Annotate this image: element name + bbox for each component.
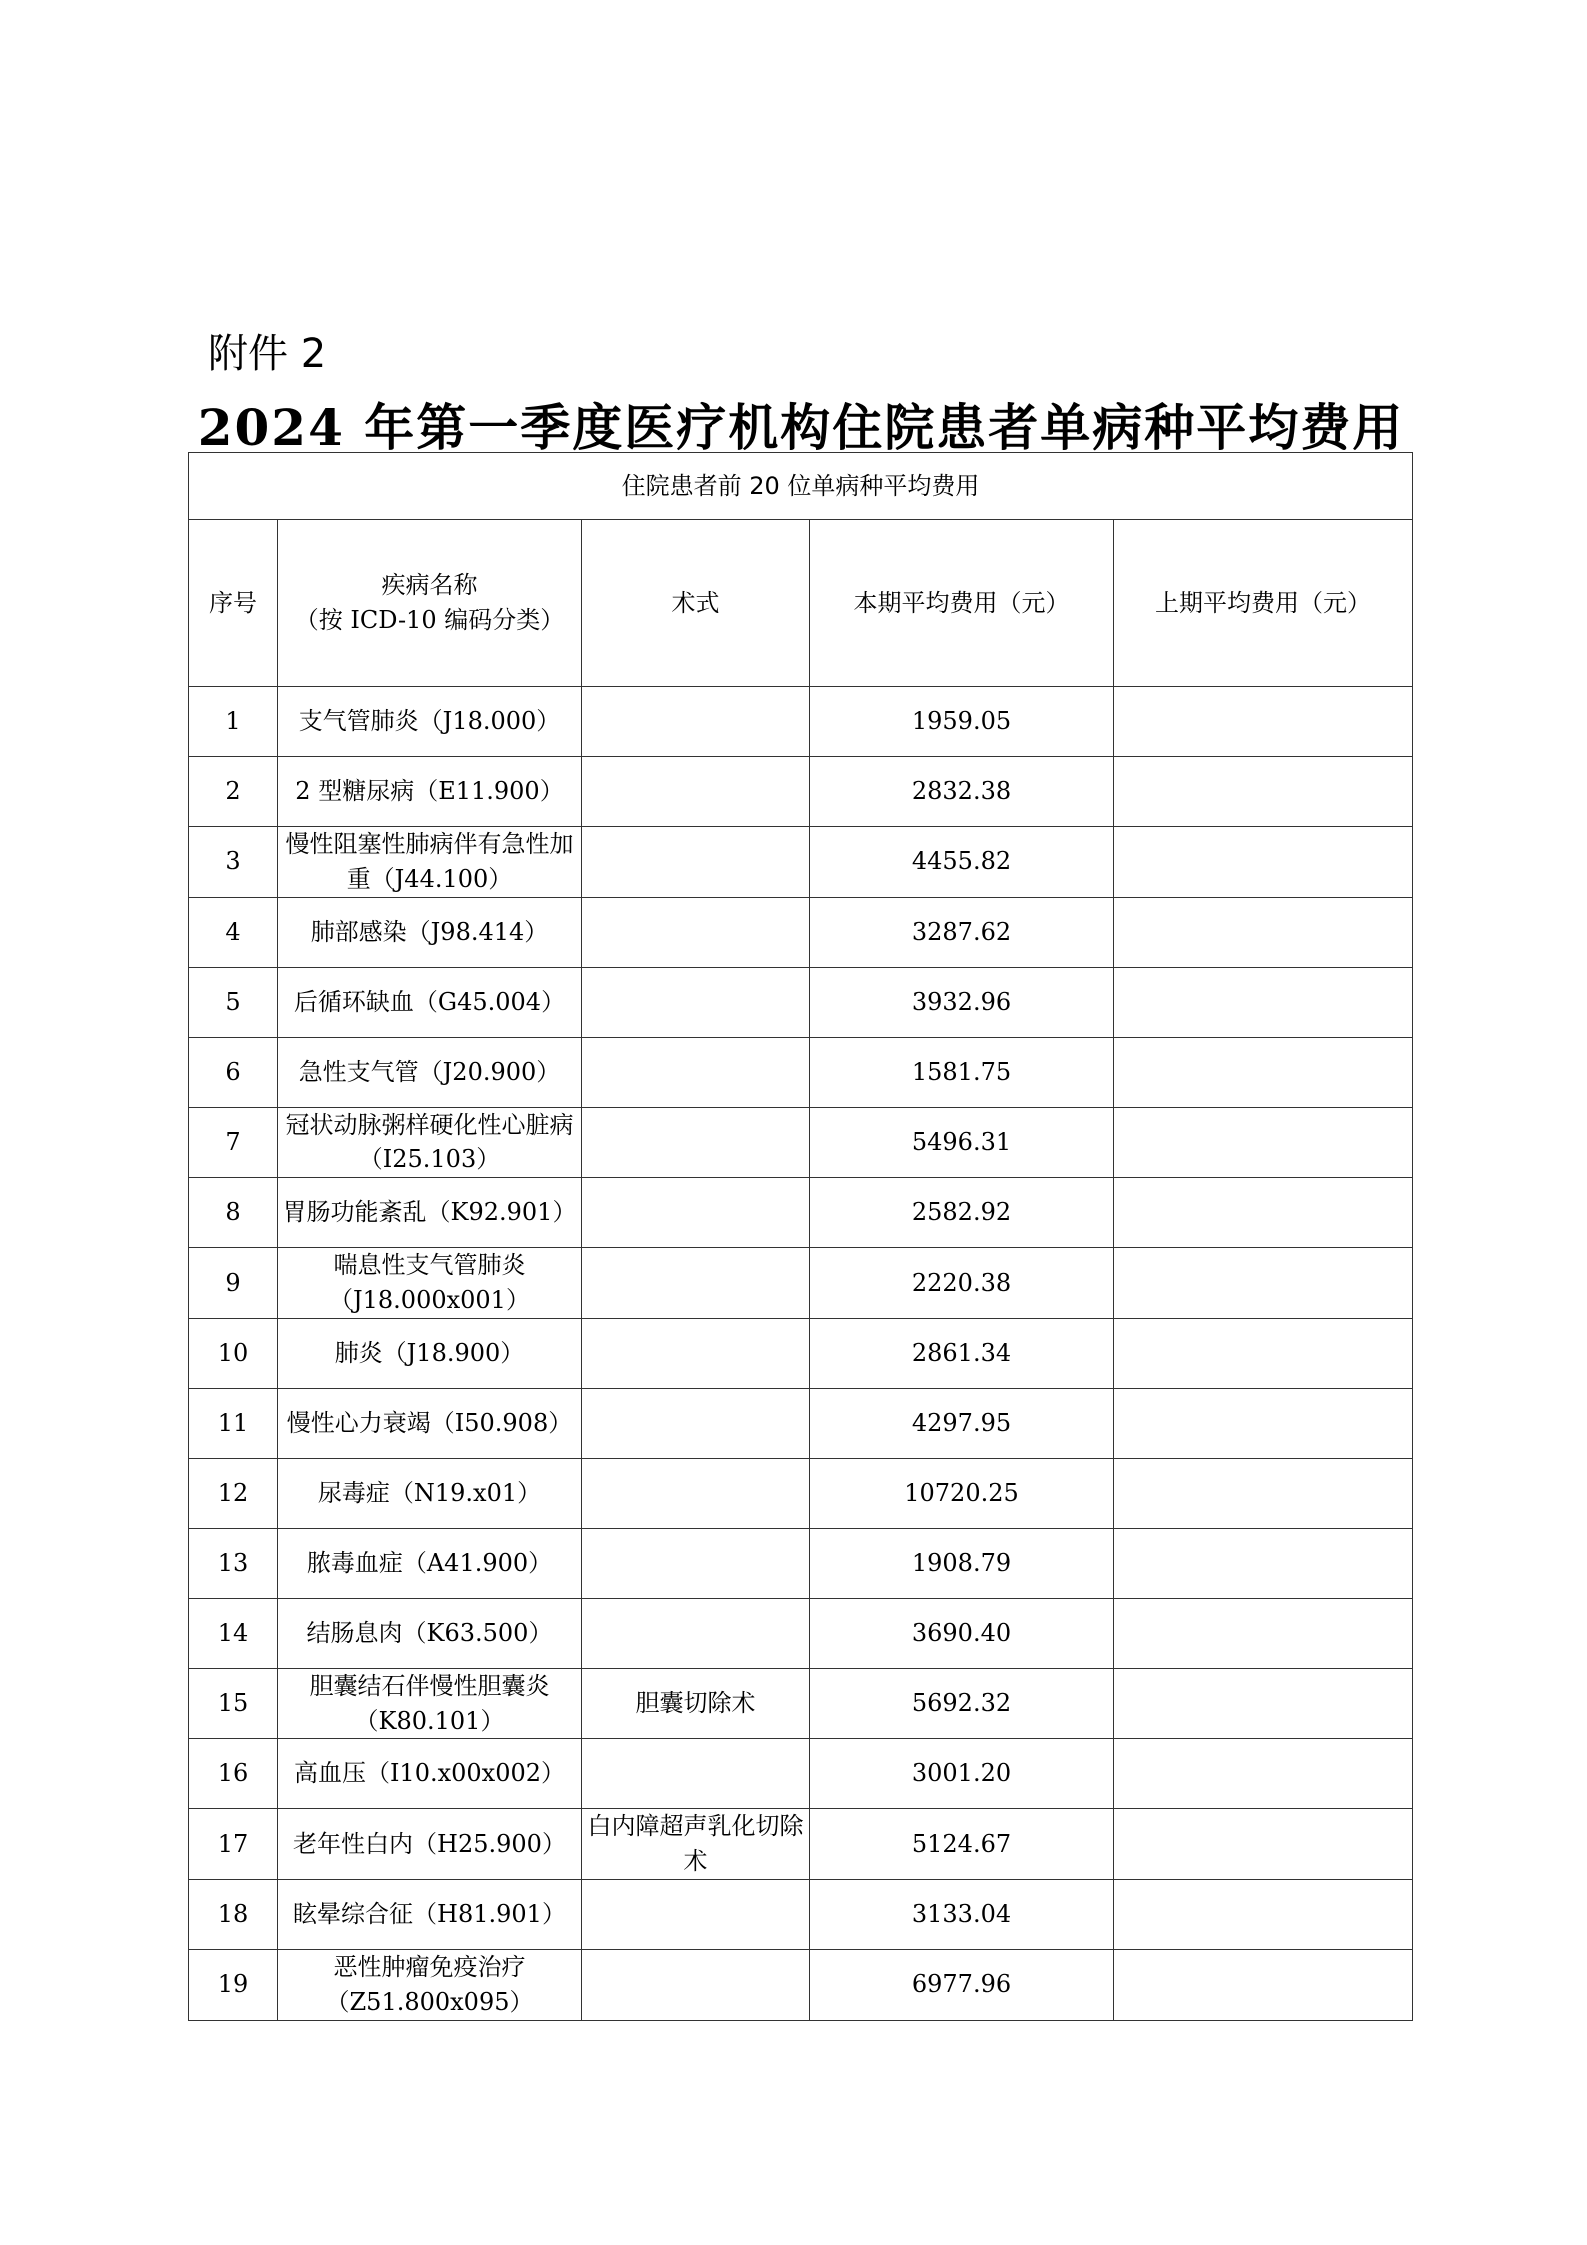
cell-previous-cost xyxy=(1114,1739,1413,1809)
cell-procedure: 白内障超声乳化切除术 xyxy=(582,1809,810,1880)
table-row xyxy=(189,757,1413,827)
cell-previous-cost xyxy=(1114,1668,1413,1739)
cell-procedure xyxy=(582,1388,810,1458)
cell-index: 15 xyxy=(189,1668,278,1739)
cell-previous-cost xyxy=(1114,827,1413,898)
table-row xyxy=(189,967,1413,1037)
cell-previous-cost xyxy=(1114,1598,1413,1668)
cell-index: 4 xyxy=(189,897,278,967)
cell-current-cost: 2861.34 xyxy=(810,1318,1114,1388)
cell-current-cost: 3690.40 xyxy=(810,1598,1114,1668)
cell-index: 1 xyxy=(189,687,278,757)
header-previous-cost: 上期平均费用（元） xyxy=(1114,520,1413,687)
table-row xyxy=(189,897,1413,967)
cell-disease: 冠状动脉粥样硬化性心脏病（I25.103） xyxy=(278,1107,582,1178)
cell-previous-cost xyxy=(1114,1879,1413,1949)
cell-procedure xyxy=(582,1318,810,1388)
cell-index: 9 xyxy=(189,1248,278,1319)
table-caption-row xyxy=(189,453,1413,520)
table-row xyxy=(189,1598,1413,1668)
cell-disease: 急性支气管（J20.900） xyxy=(278,1037,582,1107)
table-row xyxy=(189,1388,1413,1458)
table-row xyxy=(189,1107,1413,1178)
table-row xyxy=(189,1668,1413,1739)
cell-current-cost: 2582.92 xyxy=(810,1178,1114,1248)
cell-procedure xyxy=(582,757,810,827)
table-row xyxy=(189,1037,1413,1107)
header-current-cost: 本期平均费用（元） xyxy=(810,520,1114,687)
header-procedure: 术式 xyxy=(582,520,810,687)
cell-previous-cost xyxy=(1114,1809,1413,1880)
cell-previous-cost xyxy=(1114,687,1413,757)
cell-index: 8 xyxy=(189,1178,278,1248)
cell-disease: 2 型糖尿病（E11.900） xyxy=(278,757,582,827)
cell-index: 14 xyxy=(189,1598,278,1668)
cost-table xyxy=(188,452,1413,2021)
cell-previous-cost xyxy=(1114,967,1413,1037)
cell-current-cost: 1908.79 xyxy=(810,1528,1114,1598)
cell-current-cost: 1581.75 xyxy=(810,1037,1114,1107)
cell-index: 7 xyxy=(189,1107,278,1178)
cell-index: 5 xyxy=(189,967,278,1037)
table-row xyxy=(189,1809,1413,1880)
cell-current-cost: 3001.20 xyxy=(810,1739,1114,1809)
table-row xyxy=(189,1178,1413,1248)
table-header-row xyxy=(189,520,1413,687)
cell-current-cost: 5496.31 xyxy=(810,1107,1114,1178)
cell-disease: 脓毒血症（A41.900） xyxy=(278,1528,582,1598)
cell-current-cost: 3133.04 xyxy=(810,1879,1114,1949)
table-row xyxy=(189,1248,1413,1319)
cell-current-cost: 4297.95 xyxy=(810,1388,1114,1458)
cell-index: 19 xyxy=(189,1949,278,2020)
cell-index: 3 xyxy=(189,827,278,898)
cell-current-cost: 10720.25 xyxy=(810,1458,1114,1528)
cell-disease: 喘息性支气管肺炎（J18.000x001） xyxy=(278,1248,582,1319)
cell-procedure: 胆囊切除术 xyxy=(582,1668,810,1739)
cell-procedure xyxy=(582,967,810,1037)
table-row xyxy=(189,1949,1413,2020)
header-index: 序号 xyxy=(189,520,278,687)
cell-index: 6 xyxy=(189,1037,278,1107)
cell-previous-cost xyxy=(1114,1388,1413,1458)
header-disease-line1: 疾病名称 xyxy=(381,571,478,600)
cell-current-cost: 5692.32 xyxy=(810,1668,1114,1739)
attachment-label: 附件 2 xyxy=(208,331,327,377)
cell-procedure xyxy=(582,1037,810,1107)
cell-previous-cost xyxy=(1114,1318,1413,1388)
cell-procedure xyxy=(582,827,810,898)
cell-procedure xyxy=(582,1107,810,1178)
cell-previous-cost xyxy=(1114,1949,1413,2020)
cell-previous-cost xyxy=(1114,1107,1413,1178)
cell-procedure xyxy=(582,1949,810,2020)
header-disease xyxy=(278,520,582,687)
cell-current-cost: 3932.96 xyxy=(810,967,1114,1037)
cell-disease: 胃肠功能紊乱（K92.901） xyxy=(278,1178,582,1248)
cell-procedure xyxy=(582,897,810,967)
cell-procedure xyxy=(582,1528,810,1598)
table-row xyxy=(189,1528,1413,1598)
cell-disease: 高血压（I10.x00x002） xyxy=(278,1739,582,1809)
table-caption: 住院患者前 20 位单病种平均费用 xyxy=(189,453,1413,520)
cell-previous-cost xyxy=(1114,1528,1413,1598)
cell-disease: 肺部感染（J98.414） xyxy=(278,897,582,967)
table-row xyxy=(189,1318,1413,1388)
cell-procedure xyxy=(582,1739,810,1809)
cell-previous-cost xyxy=(1114,757,1413,827)
cell-current-cost: 2832.38 xyxy=(810,757,1114,827)
table-row xyxy=(189,827,1413,898)
cell-previous-cost xyxy=(1114,1037,1413,1107)
cell-procedure xyxy=(582,1598,810,1668)
cell-disease: 慢性阻塞性肺病伴有急性加重（J44.100） xyxy=(278,827,582,898)
cell-current-cost: 4455.82 xyxy=(810,827,1114,898)
cell-disease: 恶性肿瘤免疫治疗（Z51.800x095） xyxy=(278,1949,582,2020)
cell-index: 11 xyxy=(189,1388,278,1458)
document-title: 2024 年第一季度医疗机构住院患者单病种平均费用 xyxy=(197,398,1405,457)
table-row xyxy=(189,687,1413,757)
cell-procedure xyxy=(582,1458,810,1528)
cell-current-cost: 3287.62 xyxy=(810,897,1114,967)
cell-disease: 眩晕综合征（H81.901） xyxy=(278,1879,582,1949)
table-body xyxy=(189,687,1413,2021)
table-row xyxy=(189,1879,1413,1949)
cell-index: 10 xyxy=(189,1318,278,1388)
cell-previous-cost xyxy=(1114,1248,1413,1319)
cell-current-cost: 1959.05 xyxy=(810,687,1114,757)
cell-disease: 支气管肺炎（J18.000） xyxy=(278,687,582,757)
cell-disease: 后循环缺血（G45.004） xyxy=(278,967,582,1037)
cell-disease: 老年性白内（H25.900） xyxy=(278,1809,582,1880)
cell-procedure xyxy=(582,1248,810,1319)
cell-index: 2 xyxy=(189,757,278,827)
cell-index: 13 xyxy=(189,1528,278,1598)
cell-procedure xyxy=(582,687,810,757)
cell-index: 18 xyxy=(189,1879,278,1949)
header-disease-line2: （按 ICD-10 编码分类） xyxy=(294,606,565,634)
cell-disease: 胆囊结石伴慢性胆囊炎（K80.101） xyxy=(278,1668,582,1739)
cell-previous-cost xyxy=(1114,1178,1413,1248)
cell-disease: 结肠息肉（K63.500） xyxy=(278,1598,582,1668)
cell-current-cost: 2220.38 xyxy=(810,1248,1114,1319)
cell-procedure xyxy=(582,1879,810,1949)
cell-disease: 尿毒症（N19.x01） xyxy=(278,1458,582,1528)
cell-previous-cost xyxy=(1114,897,1413,967)
cell-index: 12 xyxy=(189,1458,278,1528)
cell-disease: 肺炎（J18.900） xyxy=(278,1318,582,1388)
cell-procedure xyxy=(582,1178,810,1248)
cell-index: 16 xyxy=(189,1739,278,1809)
table-row xyxy=(189,1739,1413,1809)
cell-current-cost: 6977.96 xyxy=(810,1949,1114,2020)
cell-disease: 慢性心力衰竭（I50.908） xyxy=(278,1388,582,1458)
cell-previous-cost xyxy=(1114,1458,1413,1528)
cell-current-cost: 5124.67 xyxy=(810,1809,1114,1880)
cell-index: 17 xyxy=(189,1809,278,1880)
table-row xyxy=(189,1458,1413,1528)
